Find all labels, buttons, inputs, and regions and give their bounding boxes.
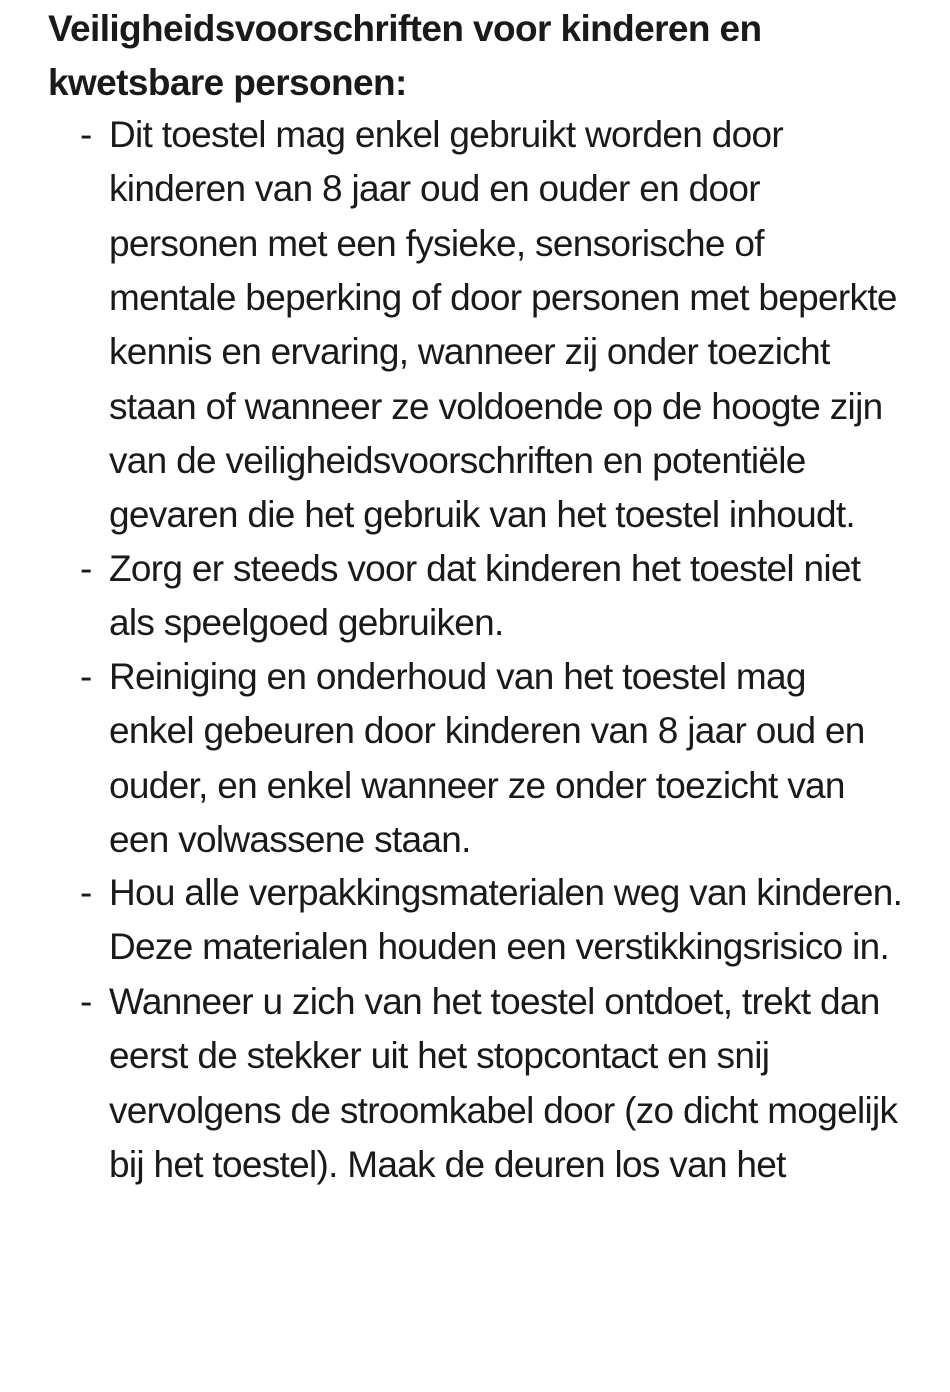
bullet-dash: - [80,656,93,697]
item-line: bij het toestel). Maak de deuren los van het [109,1143,786,1185]
item-line: eerst de stekker uit het stopcontact en snij [109,1035,770,1077]
section-heading [48,2,908,110]
bullet-dash: - [80,548,93,589]
item-line: Zorg er steeds voor dat kinderen het toestel niet [109,548,861,589]
item-line: mentale beperking of door personen met beperkte [109,276,897,318]
bullet-dash: - [80,114,93,155]
item-line: Reiniging en onderhoud van het toestel mag [109,656,806,697]
item-line: van de veiligheidsvoorschriften en potentiële [109,439,806,481]
item-line: staan of wanneer ze voldoende op de hoogte zijn [109,385,883,427]
item-line: Dit toestel mag enkel gebruikt worden door [109,114,783,155]
item-line: ouder, en enkel wanneer ze onder toezicht van [109,764,845,806]
item-line: een volwassene staan. [109,818,471,860]
heading-line-2: kwetsbare personen: [48,62,407,103]
item-line: Wanneer u zich van het toestel ontdoet, trekt dan [109,981,880,1022]
item-line: kennis en ervaring, wanneer zij onder toezicht [109,331,830,373]
heading-line-1: Veiligheidsvoorschriften voor kinderen en [48,8,762,49]
bullet-dash: - [80,872,93,913]
item-line: kinderen van 8 jaar oud en ouder en door [109,168,760,210]
bullet-dash: - [80,981,93,1022]
item-line: vervolgens de stroomkabel door (zo dicht mogelijk [109,1089,898,1131]
item-line: als speelgoed gebruiken. [109,602,504,644]
item-line: enkel gebeuren door kinderen van 8 jaar oud en [109,710,865,752]
item-line: personen met een fysieke, sensorische of [109,222,764,264]
item-line: Deze materialen houden een verstikkingsrisico in. [109,926,890,968]
item-line: gevaren die het gebruik van het toestel inhoudt. [109,494,856,536]
item-line: Hou alle verpakkingsmaterialen weg van kinderen. [109,872,903,913]
